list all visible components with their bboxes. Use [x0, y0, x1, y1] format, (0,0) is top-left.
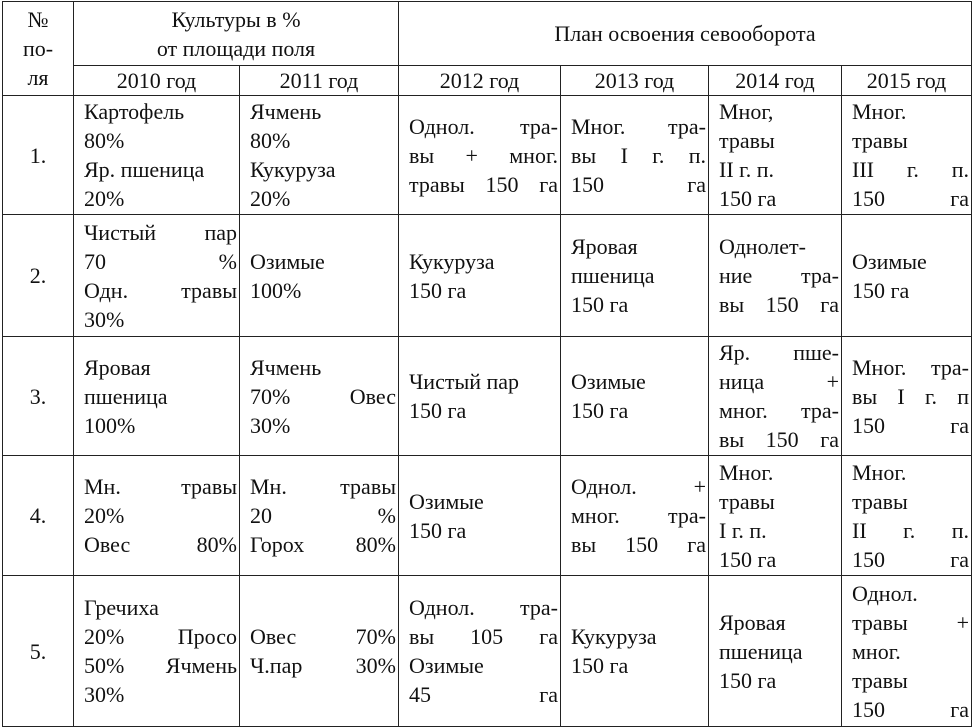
cell-year-2010 — [74, 576, 240, 727]
cell-year-2014 — [709, 96, 842, 215]
cell-line: 150 га — [409, 517, 467, 543]
cell-line: Гречиха — [84, 595, 159, 620]
cell-line: 100% — [84, 412, 136, 438]
cell-line: Однол. + — [571, 474, 706, 499]
cell-line: Однолет- — [719, 234, 806, 259]
cell-line: Мног. тра- — [571, 113, 706, 139]
cell-year-2010 — [74, 96, 240, 215]
cell-line: 20% — [250, 186, 291, 211]
cell-line: 150 га — [852, 546, 969, 572]
cell-year-2012 — [399, 96, 561, 215]
cell-line: Кукуруза — [409, 248, 495, 274]
cell-line: 150 га — [852, 412, 969, 438]
cell-line: вы 150 га — [719, 292, 839, 317]
cell-year-2011 — [240, 337, 399, 456]
cell-line: 30% — [84, 682, 125, 707]
cell-line: 150 га — [409, 277, 467, 303]
cell-line: II г. п. — [852, 517, 969, 543]
cell-line: Кукуруза — [250, 157, 336, 182]
field-number-cell: 5. — [3, 576, 74, 727]
cell-line: вы 150 га — [719, 427, 839, 452]
cell-line: Озимые — [409, 488, 484, 514]
cell-year-2013 — [561, 576, 709, 727]
cell-line: Овес 70% — [250, 624, 396, 649]
cell-year-2013 — [561, 215, 709, 337]
cell-line: Чистый пар — [84, 219, 237, 245]
table-row — [3, 96, 972, 215]
cell-year-2011 — [240, 576, 399, 727]
cell-line: Мног. — [852, 459, 907, 485]
table-row — [3, 576, 972, 727]
cell-line: 20% Просо — [84, 624, 237, 649]
cell-year-2013 — [561, 96, 709, 215]
cell-line: Мн. травы — [250, 474, 396, 499]
cell-line: травы + — [852, 609, 969, 635]
cell-line: 150 га — [719, 667, 777, 693]
cell-year-2014 — [709, 456, 842, 576]
cell-year-2012 — [399, 456, 561, 576]
cell-line: Овес 80% — [84, 532, 237, 557]
cell-line: Кукуруза — [571, 624, 657, 649]
cell-year-2015 — [842, 576, 972, 727]
cell-line: травы — [719, 128, 775, 153]
cell-line: пшеница — [84, 383, 168, 409]
cell-line: ница + — [719, 369, 839, 394]
cell-line: вы 150 га — [571, 532, 706, 557]
cell-line: Одн. травы — [84, 277, 237, 303]
cell-line: пшеница — [719, 638, 803, 664]
cell-line: 150 га — [852, 696, 969, 722]
cell-line: Ячмень — [250, 354, 322, 380]
table-body — [3, 96, 972, 727]
cell-line: травы 150 га — [409, 171, 558, 197]
cell-year-2010 — [74, 215, 240, 337]
cell-line: 150 га — [409, 398, 467, 423]
cell-line: вы + мног. — [409, 142, 558, 168]
cell-line: мног. тра- — [571, 503, 706, 528]
table-row — [3, 337, 972, 456]
cell-line: 150 га — [852, 186, 969, 211]
cell-line: Озимые — [852, 248, 927, 274]
header-year-2012: 2012 год — [399, 66, 561, 96]
cell-line: 20% — [84, 186, 125, 211]
cell-line: 100% — [250, 277, 302, 303]
cell-line: 50% Ячмень — [84, 653, 237, 678]
cell-line: Яровая — [84, 354, 151, 380]
cell-line: Озимые — [250, 248, 325, 274]
cell-line: Озимые — [409, 653, 484, 678]
cell-year-2011 — [240, 215, 399, 337]
cell-line: Чистый пар — [409, 369, 520, 394]
header-year-2015: 2015 год — [842, 66, 972, 96]
cell-line: Мног. — [719, 459, 774, 485]
cell-year-2015 — [842, 96, 972, 215]
cell-line: Мног. — [852, 99, 907, 124]
header-plan-group: План освоения севооборота — [399, 2, 972, 66]
crop-rotation-table — [2, 1, 972, 727]
cell-year-2014 — [709, 215, 842, 337]
field-number-cell: 2. — [3, 215, 74, 337]
header-year-2013: 2013 год — [561, 66, 709, 96]
cell-year-2012 — [399, 215, 561, 337]
cell-year-2015 — [842, 456, 972, 576]
cell-line: ние тра- — [719, 263, 839, 288]
cell-line: Картофель — [84, 99, 185, 124]
cell-line: травы — [719, 488, 775, 514]
cell-year-2011 — [240, 456, 399, 576]
cell-line: Ячмень — [250, 99, 322, 124]
cell-line: Однол. — [852, 580, 918, 606]
cell-line: пшеница — [571, 263, 655, 288]
cell-year-2015 — [842, 337, 972, 456]
cell-line: 45 га — [409, 682, 558, 707]
cell-line: вы 105 га — [409, 624, 558, 649]
header-year-2014: 2014 год — [709, 66, 842, 96]
cell-year-2010 — [74, 456, 240, 576]
cell-line: травы — [852, 488, 908, 514]
cell-year-2012 — [399, 576, 561, 727]
cell-line: вы I г. п — [852, 383, 969, 409]
cell-line: 30% — [84, 306, 125, 332]
header-field-number: № по- ля — [3, 2, 74, 96]
cell-line: I г. п. — [719, 517, 767, 543]
header-year-2011: 2011 год — [240, 66, 399, 96]
cell-line: Мног, — [719, 99, 774, 124]
field-number-cell: 3. — [3, 337, 74, 456]
cell-year-2013 — [561, 337, 709, 456]
cell-line: Озимые — [571, 369, 646, 394]
cell-line: 150 га — [571, 398, 629, 423]
cell-year-2014 — [709, 337, 842, 456]
cell-line: 150 га — [719, 546, 777, 572]
table-row — [3, 456, 972, 576]
cell-line: 150 га — [719, 186, 777, 211]
cell-line: 70% Овес — [250, 383, 396, 409]
header-year-2010: 2010 год — [74, 66, 240, 96]
cell-line: Ч.пар 30% — [250, 653, 396, 678]
cell-line: вы I г. п. — [571, 142, 706, 168]
cell-line: Однол. тра- — [409, 595, 558, 620]
cell-line: Яр. пше- — [719, 340, 839, 365]
field-number-cell: 1. — [3, 96, 74, 215]
cell-line: 20 % — [250, 503, 396, 528]
cell-line: III г. п. — [852, 157, 969, 182]
cell-line: 150 га — [571, 171, 706, 197]
field-number-cell: 4. — [3, 456, 74, 576]
header-crops-group: Культуры в % от площади поля — [74, 2, 399, 66]
cell-year-2013 — [561, 456, 709, 576]
cell-year-2012 — [399, 337, 561, 456]
cell-line: 80% — [84, 128, 125, 153]
cell-year-2011 — [240, 96, 399, 215]
cell-year-2010 — [74, 337, 240, 456]
cell-line: II г. п. — [719, 157, 774, 182]
cell-year-2014 — [709, 576, 842, 727]
cell-line: 20% — [84, 503, 125, 528]
cell-line: Мн. травы — [84, 474, 237, 499]
table-row — [3, 215, 972, 337]
cell-line: мног. тра- — [719, 398, 839, 423]
cell-line: 80% — [250, 128, 291, 153]
cell-line: Яр. пшеница — [84, 157, 205, 182]
cell-line: Горох 80% — [250, 532, 396, 557]
cell-line: Яровая — [719, 609, 786, 635]
cell-line: 30% — [250, 412, 291, 438]
cell-line: 150 га — [852, 277, 910, 303]
cell-line: мног. — [852, 638, 901, 664]
cell-line: Яровая — [571, 234, 638, 259]
cell-line: травы — [852, 667, 908, 693]
cell-line: 70 % — [84, 248, 237, 274]
cell-line: 150 га — [571, 292, 629, 317]
cell-line: Мног. тра- — [852, 354, 969, 380]
cell-line: травы — [852, 128, 908, 153]
cell-line: Однол. тра- — [409, 113, 558, 139]
cell-line: 150 га — [571, 653, 629, 678]
cell-year-2015 — [842, 215, 972, 337]
